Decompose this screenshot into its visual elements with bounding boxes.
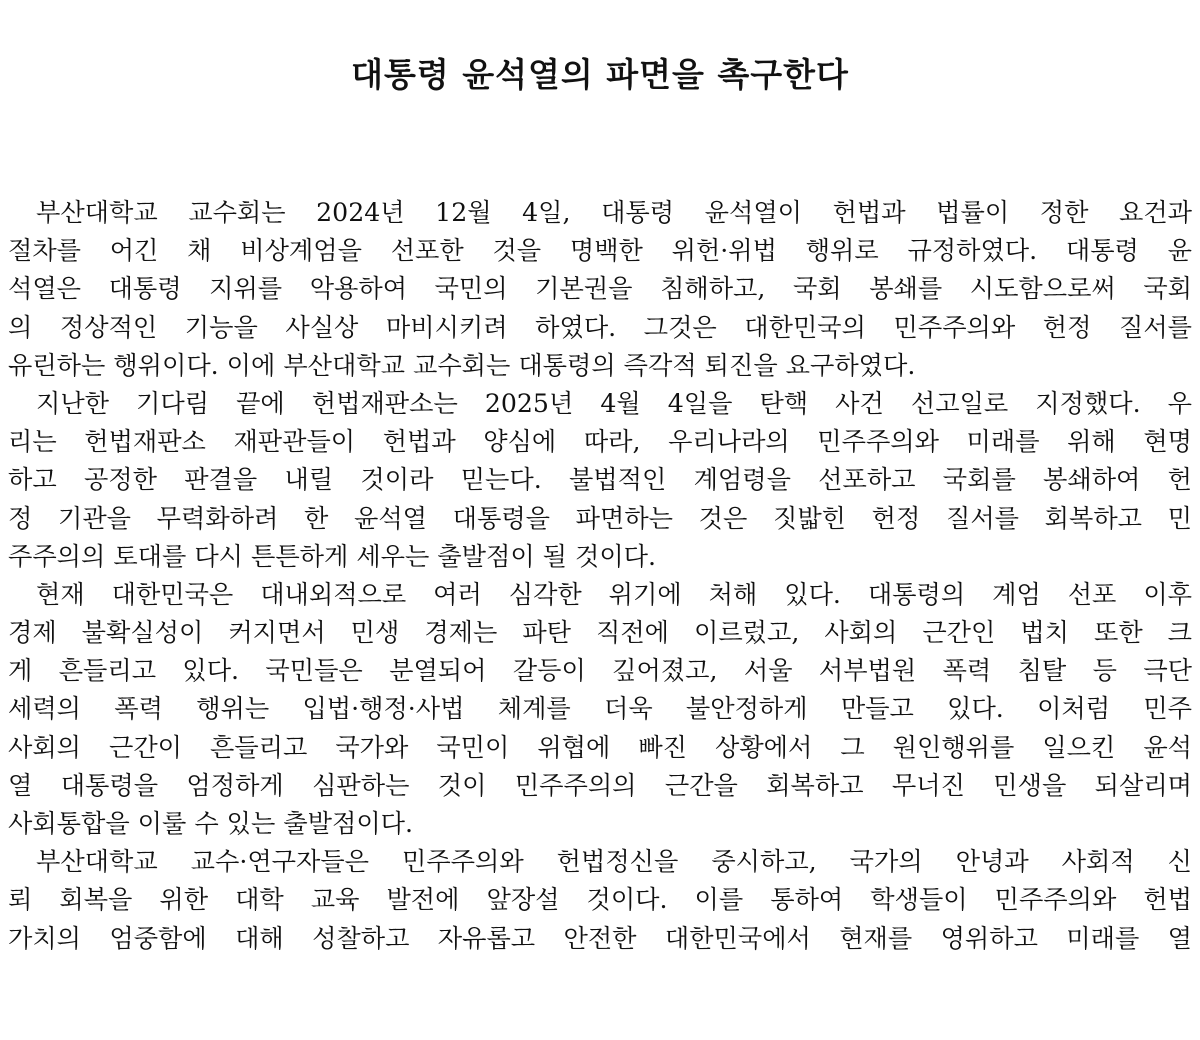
paragraph-4-line-1: 부산대학교 교수·연구자들은 민주주의와 헌법정신을 중시하고, 국가의 안녕과 사회적 신 bbox=[36, 847, 1192, 877]
paragraph-2-line-5: 주주의의 토대를 다시 튼튼하게 세우는 출발점이 될 것이다. bbox=[8, 541, 656, 571]
paragraph-4-line-2: 뢰 회복을 위한 대학 교육 발전에 앞장설 것이다. 이를 통하여 학생들이 민주주의와 헌법 bbox=[8, 885, 1192, 915]
paragraph-2-line-1: 지난한 기다림 끝에 헌법재판소는 2025년 4월 4일을 탄핵 사건 선고일로 지정했다. 우 bbox=[36, 388, 1192, 418]
paragraph-3-line-7: 사회통합을 이룰 수 있는 출발점이다. bbox=[8, 809, 413, 838]
paragraph-3-line-3: 게 흔들리고 있다. 국민들은 분열되어 갈등이 깊어졌고, 서울 서부법원 폭력 침탈 등 극단 bbox=[8, 656, 1192, 686]
paragraph-3-line-5: 사회의 근간이 흔들리고 국가와 국민이 위협에 빠진 상황에서 그 원인행위를 일으킨 윤석 bbox=[8, 732, 1192, 762]
paragraph-3-line-2: 경제 불확실성이 커지면서 민생 경제는 파탄 직전에 이르렀고, 사회의 근간인 법치 또한 크 bbox=[8, 618, 1192, 648]
paragraph-2-line-3: 하고 공정한 판결을 내릴 것이라 믿는다. 불법적인 계엄령을 선포하고 국회를 봉쇄하여 헌 bbox=[8, 465, 1192, 495]
paragraph-1-line-4: 의 정상적인 기능을 사실상 마비시키려 하였다. 그것은 대한민국의 민주주의와 헌정 질서를 bbox=[8, 312, 1192, 342]
paragraph-3-line-4: 세력의 폭력 행위는 입법·행정·사법 체계를 더욱 불안정하게 만들고 있다. 이처럼 민주 bbox=[8, 694, 1192, 724]
paragraph-1-line-3: 석열은 대통령 지위를 악용하여 국민의 기본권을 침해하고, 국회 봉쇄를 시도함으로써 국회 bbox=[8, 274, 1192, 304]
paragraph-2-line-2: 리는 헌법재판소 재판관들이 헌법과 양심에 따라, 우리나라의 민주주의와 미래를 위해 현명 bbox=[8, 427, 1192, 457]
document-body bbox=[8, 194, 1192, 958]
paragraph-1-line-2: 절차를 어긴 채 비상계엄을 선포한 것을 명백한 위헌·위법 행위로 규정하였다. 대통령 윤 bbox=[8, 236, 1192, 266]
paragraph-1-line-1: 부산대학교 교수회는 2024년 12월 4일, 대통령 윤석열이 헌법과 법률이 정한 요건과 bbox=[36, 198, 1192, 227]
paragraph-3-line-1: 현재 대한민국은 대내외적으로 여러 심각한 위기에 처해 있다. 대통령의 계엄 선포 이후 bbox=[36, 579, 1192, 609]
paragraph-4-line-3: 가치의 엄중함에 대해 성찰하고 자유롭고 안전한 대한민국에서 현재를 영위하고 미래를 열 bbox=[8, 923, 1192, 953]
document-title: 대통령 윤석열의 파면을 촉구한다 bbox=[351, 55, 849, 94]
paragraph-1-line-5: 유린하는 행위이다. 이에 부산대학교 교수회는 대통령의 즉각적 퇴진을 요구하였다. bbox=[8, 350, 916, 380]
paragraph-3-line-6: 열 대통령을 엄정하게 심판하는 것이 민주주의의 근간을 회복하고 무너진 민생을 되살리며 bbox=[8, 770, 1192, 800]
paragraph-2-line-4: 정 기관을 무력화하려 한 윤석열 대통령을 파면하는 것은 짓밟힌 헌정 질서를 회복하고 민 bbox=[8, 503, 1192, 533]
